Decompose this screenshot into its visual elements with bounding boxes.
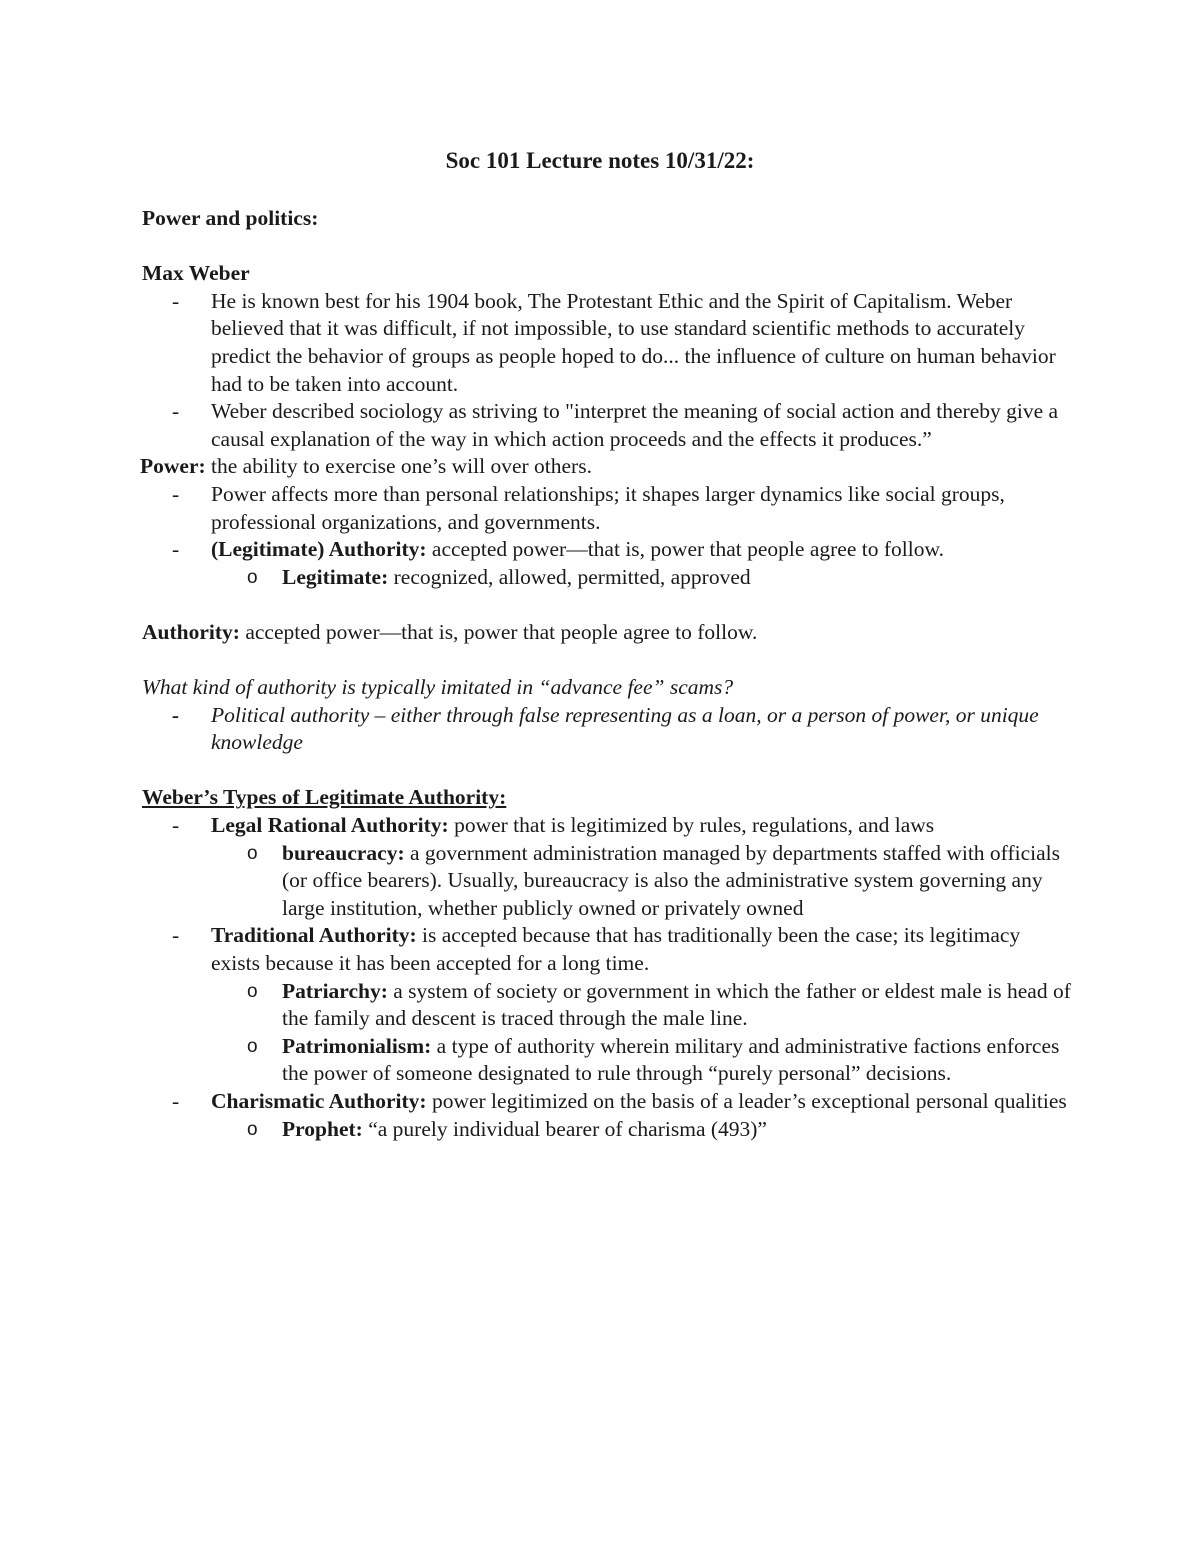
- list-item: [142, 1088, 1072, 1116]
- legal-rational-term: Legal Rational Authority:: [211, 813, 449, 838]
- section-heading-power-politics: Power and politics:: [142, 206, 319, 230]
- charismatic-term: Charismatic Authority:: [211, 1089, 427, 1113]
- dash-bullet: -: [172, 481, 180, 506]
- list-item: [142, 481, 1072, 536]
- legal-rational-text: power that is legitimized by rules, regulations, and laws: [448, 813, 935, 838]
- list-item: [142, 536, 1072, 564]
- legitimate-term: Legitimate:: [282, 564, 389, 589]
- question-answer: Political authority – either through false representing as a loan, or a person of power, or unique knowledge: [211, 702, 1039, 755]
- sub-list-item: [142, 1033, 1072, 1088]
- circle-bullet: o: [247, 1035, 258, 1057]
- legitimate-authority-term: (Legitimate) Authority:: [211, 537, 427, 562]
- authority-term: Authority:: [142, 619, 240, 644]
- circle-bullet: o: [247, 566, 258, 588]
- bureaucracy-term: bureaucracy:: [282, 840, 405, 865]
- document-body: [142, 205, 1072, 1143]
- charismatic-text: power legitimized on the basis of a leader’s exceptional personal qualities: [426, 1089, 1067, 1113]
- patriarchy-term: Patriarchy:: [282, 978, 388, 1003]
- circle-bullet: o: [247, 980, 258, 1002]
- patrimonialism-text: a type of authority wherein military and administrative factions enforces the power of someone designated to rule through “purely personal” decisions.: [282, 1033, 1060, 1086]
- power-bullet-1: Power affects more than personal relationships; it shapes larger dynamics like social groups, professional organizations, and governments.: [211, 481, 1005, 534]
- sub-list-item: [142, 564, 1072, 592]
- power-definition: [140, 453, 1072, 481]
- dash-bullet: -: [172, 288, 180, 313]
- weber-bullet-1: He is known best for his 1904 book, The Protestant Ethic and the Spirit of Capitalism. Weber believed that it was difficult, if not impossible, to use standard scientific methods to accurately predict the behavior of groups as people hoped to do... the influence of culture on human behavior had to be taken into account.: [211, 288, 1056, 396]
- list-item: [142, 288, 1072, 398]
- list-item: [142, 702, 1072, 757]
- sub-list-item: [142, 840, 1072, 923]
- dash-bullet: -: [172, 923, 180, 948]
- list-item: [142, 398, 1072, 453]
- authority-definition-text: accepted power—that is, power that people agree to follow.: [239, 619, 758, 644]
- sub-list-item: [142, 978, 1072, 1033]
- dash-bullet: -: [172, 813, 180, 838]
- list-item: [142, 922, 1072, 977]
- question-text: What kind of authority is typically imitated in “advance fee” scams?: [142, 675, 734, 700]
- weber-bullet-2: Weber described sociology as striving to "interpret the meaning of social action and thereby give a causal explanation of the way in which action proceeds and the effects it produces.”: [211, 399, 1059, 451]
- power-term: Power:: [140, 454, 206, 479]
- prophet-text: “a purely individual bearer of charisma (493)”: [362, 1116, 767, 1141]
- dash-bullet: -: [172, 1089, 180, 1113]
- document-title: Soc 101 Lecture notes 10/31/22:: [445, 148, 755, 173]
- circle-bullet: o: [247, 842, 258, 864]
- heading-max-weber: Max Weber: [142, 261, 250, 286]
- bureaucracy-text: a government administration managed by departments staffed with officials (or office bearers). Usually, bureaucracy is also the administrative system governing any large institution, whether publicly owned or privately owned: [282, 840, 1060, 920]
- traditional-term: Traditional Authority:: [211, 923, 417, 948]
- sub-list-item: [142, 1116, 1072, 1144]
- authority-definition: [142, 619, 1072, 647]
- traditional-text: is accepted because that has traditionally been the case; its legitimacy exists because it has been accepted for a long time.: [211, 923, 1021, 976]
- types-heading: Weber’s Types of Legitimate Authority:: [142, 785, 507, 810]
- circle-bullet: o: [247, 1118, 258, 1140]
- dash-bullet: -: [172, 702, 180, 727]
- dash-bullet: -: [172, 537, 180, 562]
- patriarchy-text: a system of society or government in which the father or eldest male is head of the family and descent is traced through the male line.: [282, 978, 1071, 1031]
- list-item: [142, 812, 1072, 840]
- power-definition-text: the ability to exercise one’s will over others.: [205, 454, 592, 479]
- dash-bullet: -: [172, 399, 180, 424]
- patrimonialism-term: Patrimonialism:: [282, 1033, 432, 1058]
- legitimate-authority-text: accepted power—that is, power that people agree to follow.: [426, 537, 944, 562]
- legitimate-text: recognized, allowed, permitted, approved: [388, 564, 751, 589]
- prophet-term: Prophet:: [282, 1116, 363, 1141]
